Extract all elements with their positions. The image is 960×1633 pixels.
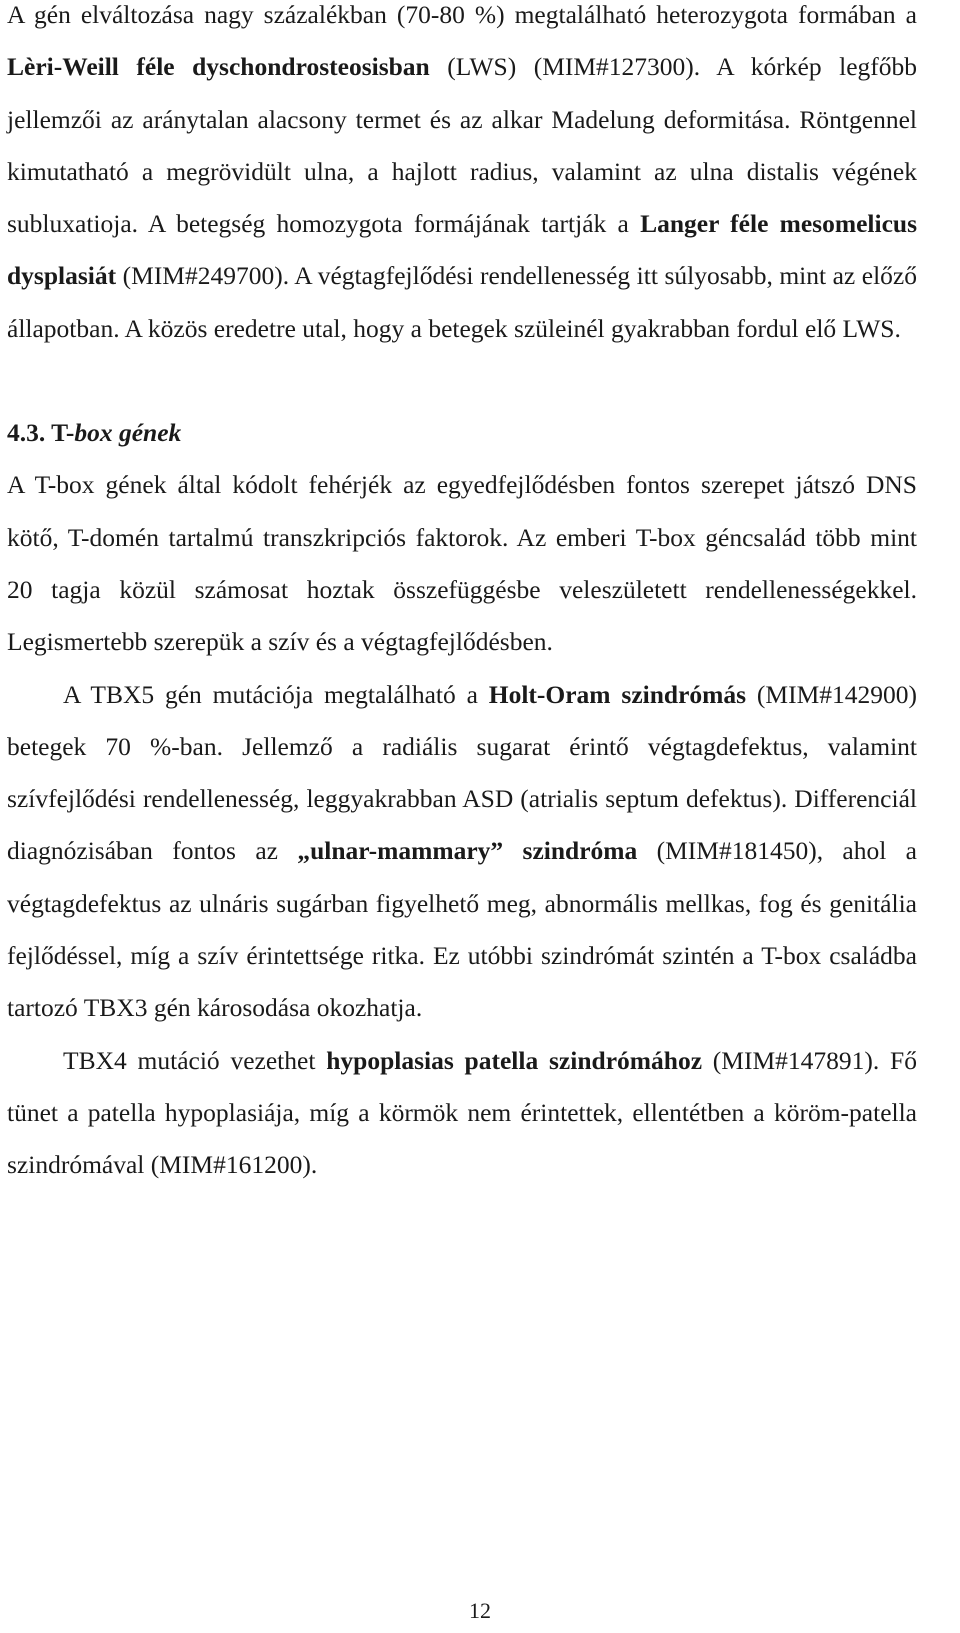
text-run: A T-box gének által kódolt fehérjék az egyedfejlődésben fontos szerepet játszó DNS kötő, T-domén tartalmú transzkripciós faktorok. Az emberi T-box géncsalád több mint 20 tagja közül számosat hoztak összefüggésbe veleszületett rendellenességekkel. Legismertebb szerepük a szív és a végtagfejlődésben. bbox=[7, 470, 917, 657]
paragraph-tbx4 bbox=[7, 1035, 917, 1192]
section-heading bbox=[7, 407, 917, 459]
paragraph-tbox-intro bbox=[7, 459, 917, 668]
document-page bbox=[7, 0, 917, 1192]
heading-title-italic: box gének bbox=[74, 418, 182, 448]
paragraph-tbx5 bbox=[7, 669, 917, 1035]
text-run: A TBX5 gén mutációja megtalálható a bbox=[63, 679, 489, 709]
paragraph-lws bbox=[7, 0, 917, 355]
bold-term-ulnar-mammary: „ulnar-mammary” szindróma bbox=[297, 836, 638, 866]
text-run: (MIM#142900) betegek 70 %-ban. Jellemző a radiális sugarat érintő végtagdefektus, valamint szívfejlődési rendellenesség, leggyakrabban ASD (atrialis septum defektus). Differenciál diagnózisában fontos az bbox=[7, 679, 917, 866]
bold-term-lws: Lèri-Weill féle dyschondrosteosisban bbox=[7, 52, 430, 82]
text-run: (MIM#181450), ahol a végtagdefektus az ulnáris sugárban figyelhető meg, abnormális mellkas, fog és genitália fejlődéssel, míg a szív érintettsége ritka. Ez utóbbi szindrómát szintén a T-box családba tartozó TBX3 gén károsodása okozhatja. bbox=[7, 836, 918, 1023]
text-run: A gén elváltozása nagy százalékban (70-80 %) megtalálható heterozygota formában a bbox=[7, 0, 917, 29]
page-number: 12 bbox=[469, 1598, 491, 1623]
bold-term-patella: hypoplasias patella szindrómához bbox=[326, 1045, 703, 1075]
text-run: TBX4 mutáció vezethet bbox=[63, 1045, 327, 1075]
bold-term-langer: Langer féle mesomelicus dysplasiát bbox=[7, 209, 918, 291]
text-run: (MIM#249700). A végtagfejlődési rendellenesség itt súlyosabb, mint az előző állapotban. A közös eredetre utal, hogy a betegek szüleinél gyakrabban fordul elő LWS. bbox=[7, 261, 917, 343]
text-run: (LWS) (MIM#127300). A kórkép legfőbb jellemzői az aránytalan alacsony termet és az alkar Madelung deformitása. Röntgennel kimutatható a megrövidült ulna, a hajlott radius, valamint az ulna distalis végének subluxatioja. A betegség homozygota formájának tartják a bbox=[7, 52, 917, 239]
bold-term-holt-oram: Holt-Oram szindrómás bbox=[488, 679, 747, 709]
heading-number: 4.3. T- bbox=[7, 418, 75, 448]
text-run: (MIM#147891). Fő tünet a patella hypoplasiája, míg a körmök nem érintettek, ellentétben a köröm-patella szindrómával (MIM#161200). bbox=[7, 1045, 917, 1180]
